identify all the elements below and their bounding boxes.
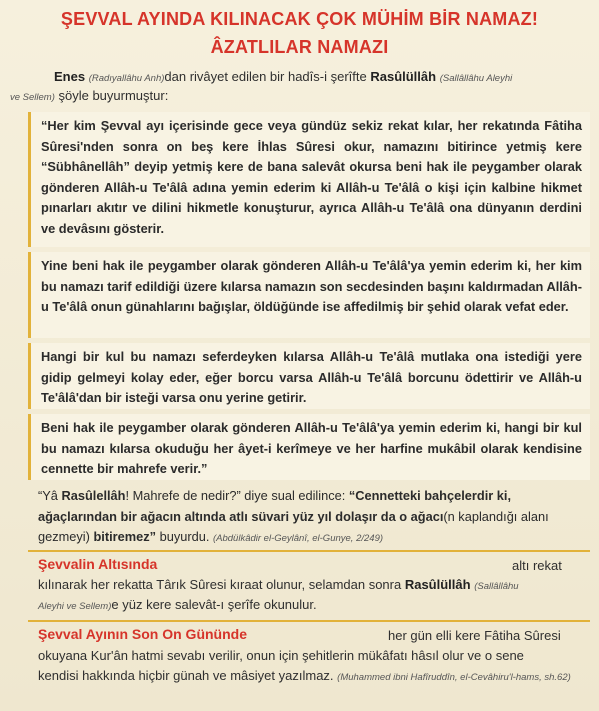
intro-line-2	[10, 87, 580, 106]
prophet-note-1: (Sallâllâhu Aleyhi	[439, 73, 513, 84]
intro-text-1: dan rivâyet edilen bir hadîs-i şerîfte	[164, 69, 371, 84]
intro-line-1	[54, 68, 584, 87]
prophet-note-2: ve Sellem)	[10, 92, 55, 103]
page-title: ŞEVVAL AYINDA KILINACAK ÇOK MÜHİM BİR NAMAZ!	[60, 9, 539, 29]
narrator-name: Enes	[54, 69, 86, 84]
answer-bold-2: bitiremez”	[93, 529, 157, 544]
section2-text-a: her gün elli kere Fâtiha Sûresi	[388, 628, 561, 643]
narrator-note: (Radıyallâhu Anh)	[88, 73, 165, 84]
answer-normal: (n kaplandığı alanı gezmeyi)	[38, 508, 549, 544]
section-divider-2	[28, 620, 590, 622]
question-source: (Abdülkâdir el-Geylânî, el-Gunye, 2/249)	[212, 533, 384, 544]
section1-prophet-name: Rasûlüllâh	[404, 577, 471, 592]
hadith-paragraph-4: Beni hak ile peygamber olarak gönderen Allâh-u Te'âlâ'ya yemin ederim ki, hangi bir kul bu namazı kılarsa okuduğu her âyet-i kerîmeye ve her harfine mukâbil olarak kendisine cennette bir mahrefe verir.”	[28, 414, 590, 480]
section1-prophet-note-2: Aleyhi ve Sellem)	[38, 601, 112, 612]
intro-text-2: şöyle buyurmuştur:	[54, 88, 169, 103]
section-divider	[28, 550, 590, 552]
section1-heading: Şevvalin Altısında	[38, 556, 158, 572]
prophet-name: Rasûlüllâh	[370, 69, 437, 84]
section1-text-a: altı rekat	[512, 558, 562, 573]
hadith-paragraph-1: “Her kim Şevval ayı içerisinde gece veya gündüz sekiz rekat kılar, her rekatında Fâtiha Sûresi'nden sonra on beş kere İhlas Sûresi okur, namazını bitirince yetmiş kere “Sübhânellâh” deyip yetmiş kere de bana salevât okursa beni hak ile peygamber olarak gönderen Allâh-u Te'âlâ adına yemin ederim ki Allâh-u Te'âlâ o kişi için kalbine hikmet pınarları akıtır ve dilini hikmetle konuşturur, ayrıca Allâh-u Te'âlâ ona dünyanın derdini ve devâsını gösterir.	[28, 112, 590, 247]
section2-heading: Şevval Ayının Son On Gününde	[38, 626, 247, 642]
section1-text-b: kılınarak her rekatta Târık Sûresi kıraat olunur, selamdan sonra Rasûlüllâh (Sallâllâhu	[38, 577, 519, 592]
answer-bold: “Cennetteki bahçelerdir ki, ağaçlarından bir ağacın altında atlı süvari yüz yıl dolaşır da o ağacı	[38, 488, 512, 524]
section2-text-b: okuyana Kur'ân hatmi sevabı verilir, onun için şehitlerin mükâfatı hâsıl olur ve o sene	[38, 648, 524, 663]
section1-prophet-note-1: (Sallâllâhu	[474, 581, 519, 592]
section2-source: (Muhammed ibni Hafîruddîn, el-Cevâhiru'l-hams, sh.62)	[337, 672, 571, 683]
hadith-paragraph-3: Hangi bir kul bu namazı seferdeyken kılarsa Allâh-u Te'âlâ mutlaka ona istediği yere gidip gelmeyi kolay eder, eğer borcu varsa Allâh-u Te'âlâ borcunu ödettirir ve Allâh-u Te'âlâ'dan bir isteği varsa onu yerine getirir.	[28, 343, 590, 409]
page-subtitle: ÂZATLILAR NAMAZI	[210, 37, 389, 57]
section1-text-c: Aleyhi ve Sellem)e yüz kere salevât-ı şerîfe okunulur.	[38, 597, 317, 612]
mahrefe-question: “Yâ Rasûlellâh! Mahrefe de nedir?” diye sual edilince: “Cennetteki bahçelerdir ki, ağaçlarından bir ağacın altında atlı süvari yüz yıl dolaşır da o ağacı(n kaplandığı alanı gezmeyi) bitiremez” buyurdu. (Abdülkâdir el-Geylânî, el-Gunye, 2/249)	[38, 488, 549, 544]
question-prophet-name: Rasûlellâh	[61, 488, 126, 503]
hadith-paragraph-2: Yine beni hak ile peygamber olarak gönderen Allâh-u Te'âlâ'ya yemin ederim ki, her kim bu namazı tarif edildiği üzere kılarsa namazın son secdesinden başını kaldırmadan Allâh-u Te'âlâ onun günahlarını bağışlar, öldüğünde ise affedilmiş bir şehid olarak vefat eder.	[28, 252, 590, 338]
section2-text-c: kendisi hakkında hiçbir günah ve mâsiyet yazılmaz. (Muhammed ibni Hafîruddîn, el-Cevâhiru'l-hams, sh.62)	[38, 668, 571, 683]
